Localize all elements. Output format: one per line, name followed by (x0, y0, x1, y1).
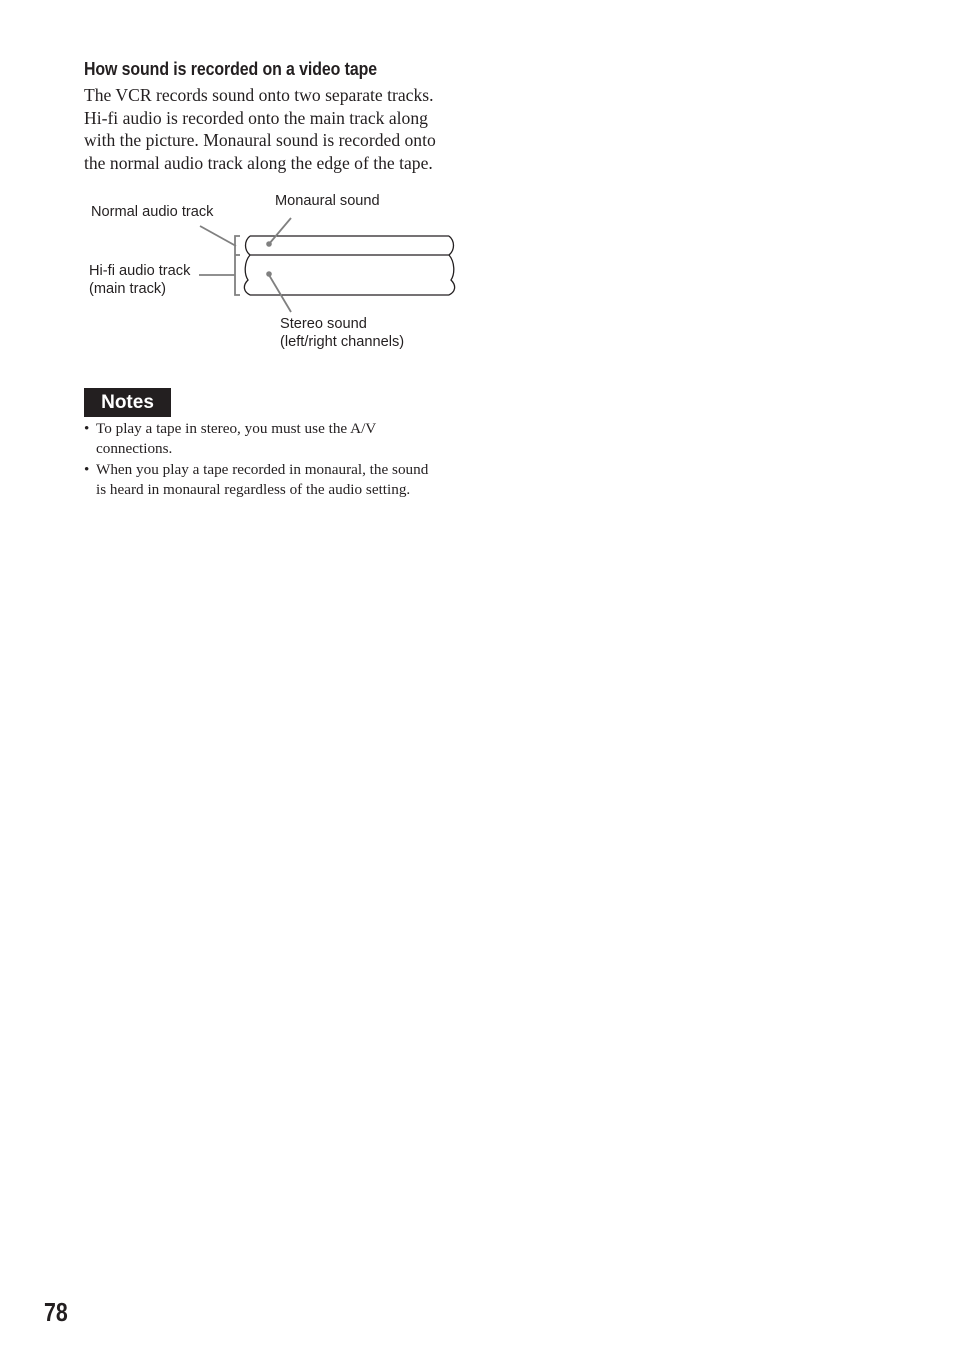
paragraph-line: Hi-fi audio is recorded onto the main track along (84, 107, 428, 128)
bullet: • (84, 460, 90, 478)
monaural-sound-label: Monaural sound (275, 193, 380, 209)
note-line: is heard in monaural regardless of the audio setting. (96, 480, 411, 498)
note-line: connections. (96, 440, 173, 458)
section-heading: How sound is recorded on a video tape (84, 58, 377, 79)
hifi-label-line: (main track) (89, 280, 167, 297)
stereo-sound-label (280, 316, 404, 351)
bullet: • (84, 420, 90, 437)
stereo-label-line: (left/right channels) (280, 333, 405, 350)
tape-left-cut (244, 236, 250, 295)
tape-track-diagram (0, 0, 954, 380)
tape-right-cut (449, 236, 455, 295)
note-line: To play a tape in stereo, you must use the A/V (96, 420, 377, 437)
paragraph-line: The VCR records sound onto two separate tracks. (84, 85, 434, 105)
hifi-label-line: Hi-fi audio track (89, 263, 191, 279)
monaural-leader (269, 218, 291, 244)
note-item (84, 419, 484, 460)
hifi-audio-track-label (89, 263, 190, 298)
stereo-label-line: Stereo sound (280, 316, 367, 332)
normal-audio-track-label: Normal audio track (91, 204, 214, 220)
stereo-dot (266, 271, 272, 277)
monaural-dot (266, 241, 272, 247)
notes-list (84, 419, 484, 500)
normal-track-leader (200, 226, 236, 246)
stereo-leader (269, 275, 291, 312)
note-item (84, 460, 484, 501)
page-number: 78 (44, 1297, 68, 1327)
note-line: When you play a tape recorded in monaural, the sound (96, 460, 429, 478)
notes-badge: Notes (84, 388, 171, 417)
paragraph-line: the normal audio track along the edge of the tape. (84, 153, 433, 174)
paragraph-line: with the picture. Monaural sound is recorded onto (84, 130, 436, 151)
